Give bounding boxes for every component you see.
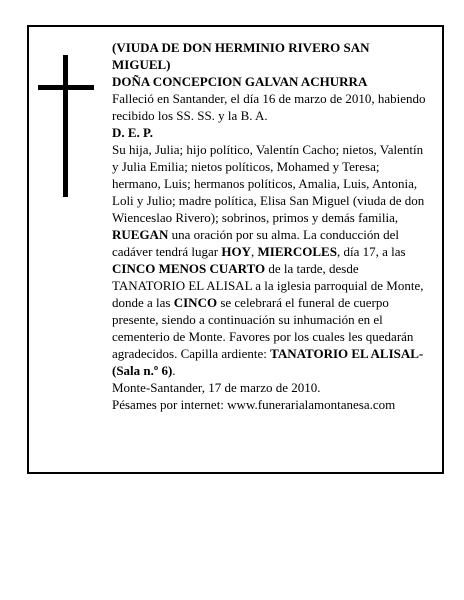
weekday-label: MIERCOLES (257, 244, 337, 259)
funeral-request: RUEGAN una oración por su alma. La conducción del cadáver tendrá lugar HOY, MIERCOLES, día 17, a las CINCO MENOS CUARTO de la tarde, desde TANATORIO EL ALISAL a la iglesia parroquial de Monte, donde a las CINCO se celebrará el funeral de cuerpo presente, siendo a continuación su inhumación en el cementerio de Monte. Favores por los cuales les quedarán agradecidos. Capilla ardiente: TANATORIO EL ALISAL- (Sala n.º 6). (112, 227, 424, 378)
family-list: Su hija, Julia; hijo político, Valentín Cacho; nietos, Valentín y Julia Emilia; nietos políticos, Mohamed y Teresa; hermano, Luis; hermanos políticos, Amalia, Luis, Antonia, Loli y Julio; madre política, Elisa San Miguel (viuda de don Wienceslao Rivero); sobrinos, primos y demás familia, (112, 142, 425, 225)
chapel-label: TANATORIO EL ALISAL- (Sala n.º 6) (112, 346, 424, 378)
condolences-line: Pésames por internet: www.funerarialamontanesa.com (112, 397, 396, 412)
deceased-name: DOÑA CONCEPCION GALVAN ACHURRA (112, 74, 368, 89)
today-label: HOY (221, 244, 251, 259)
cross-horizontal-bar (38, 85, 94, 90)
funeral-time-label: CINCO (173, 295, 218, 310)
death-statement: Falleció en Santander, el día 16 de marzo de 2010, habiendo recibido los SS. SS. y la B. A. (112, 91, 426, 123)
time-label: CINCO MENOS CUARTO (112, 261, 266, 276)
widow-heading: (VIUDA DE DON HERMINIO RIVERO SAN MIGUEL) (112, 40, 370, 72)
notice-text (112, 39, 430, 413)
place-date: Monte-Santander, 17 de marzo de 2010. (112, 380, 321, 395)
cross-vertical-bar (63, 55, 68, 197)
rest-in-peace: D. E. P. (112, 125, 154, 140)
ruegan-label: RUEGAN (112, 227, 169, 242)
